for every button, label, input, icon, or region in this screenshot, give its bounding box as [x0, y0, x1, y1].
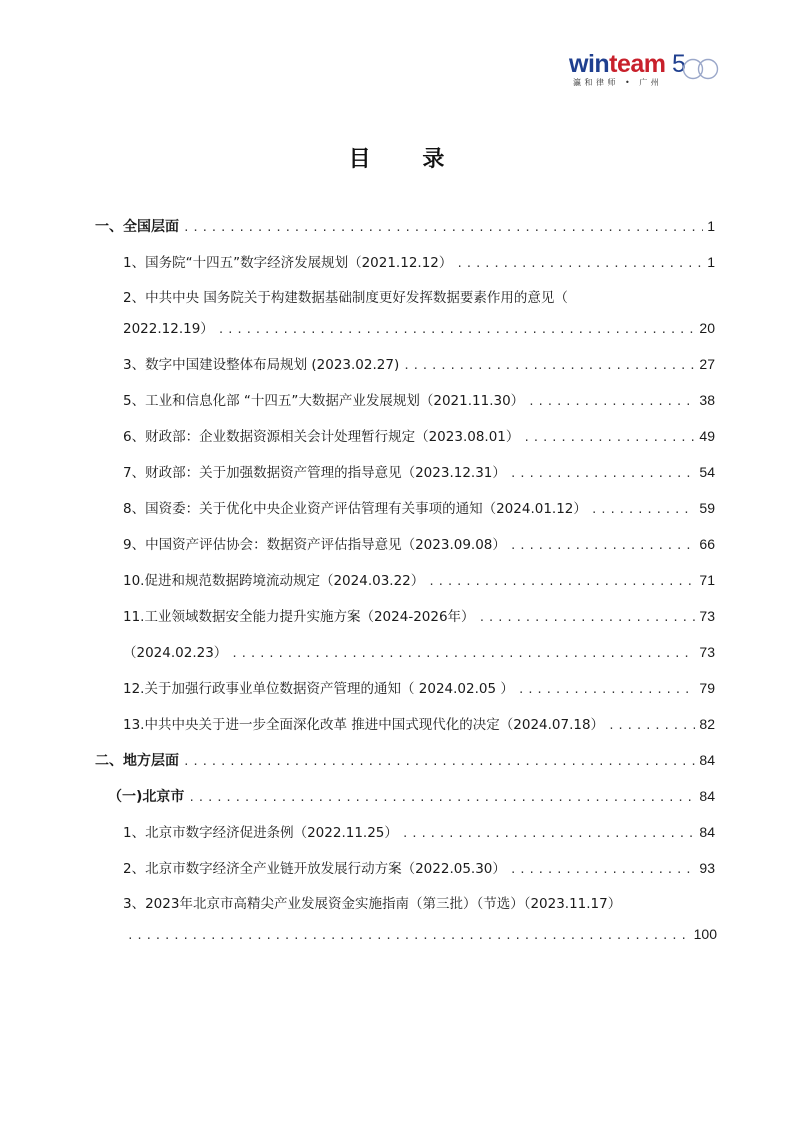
- leader-dots: [402, 822, 696, 846]
- leader-dots: [510, 462, 696, 486]
- leader-dots: [188, 786, 695, 810]
- page-title: 目 录: [348, 147, 467, 172]
- leader-dots: [183, 750, 695, 774]
- toc-entry-11-date[interactable]: （2024.02.23） ..... 73: [123, 640, 715, 664]
- toc-entry-beijing-2[interactable]: 2、北京市数字经济全产业链开放发展行动方案（2022.05.30） ..... 93: [123, 856, 715, 880]
- toc-entry-6[interactable]: 6、财政部：企业数据资源相关会计处理暂行规定（2023.08.01） ..... 49: [123, 424, 715, 448]
- toc-entry-1[interactable]: 1、国务院“十四五”数字经济发展规划（2021.12.12） ..... 1: [123, 250, 715, 274]
- leader-dots: [183, 216, 703, 240]
- toc-entry-5[interactable]: 5、工业和信息化部 “十四五”大数据产业发展规划（2021.11.30） ..... 38: [123, 388, 715, 412]
- toc-entry-7[interactable]: 7、财政部：关于加强数据资产管理的指导意见（2023.12.31） ..... 54: [123, 460, 715, 484]
- leader-dots: [456, 252, 703, 276]
- leader-dots: [403, 354, 695, 378]
- leader-dots: [218, 318, 696, 342]
- toc-section-national[interactable]: 一、全国层面 ..... 1: [95, 214, 715, 238]
- leader-dots: [510, 858, 696, 882]
- toc-entry-11[interactable]: 11.工业领域数据安全能力提升实施方案（2024-2026年） ..... 73: [123, 604, 715, 628]
- toc-entry-beijing-3-line1[interactable]: 3、2023年北京市高精尖产业发展资金实施指南（第三批）（节选）（2023.11.17）: [123, 896, 622, 912]
- toc-entry-beijing-1[interactable]: 1、北京市数字经济促进条例（2022.11.25） ..... 84: [123, 820, 715, 844]
- leader-dots: [518, 678, 696, 702]
- logo-wordmark: winteam: [569, 50, 666, 78]
- leader-dots: [231, 642, 695, 666]
- toc-entry-13[interactable]: 13.中共中央关于进一步全面深化改革 推进中国式现代化的决定（2024.07.18） ..... 82: [123, 712, 715, 736]
- leader-dots: [528, 390, 695, 414]
- toc-entry-12[interactable]: 12.关于加强行政事业单位数据资产管理的通知（ 2024.02.05 ） ..... 79: [123, 676, 715, 700]
- leader-dots: [523, 426, 695, 450]
- leader-dots: [510, 534, 696, 558]
- logo-number: 5: [672, 50, 686, 78]
- leader-dots: [428, 570, 695, 594]
- leader-dots: [479, 606, 696, 630]
- logo-subtitle: 瀛和律师 • 广州: [573, 78, 663, 87]
- winteam-logo: [569, 50, 721, 90]
- toc-section-local[interactable]: 二、地方层面 ..... 84: [95, 748, 715, 772]
- toc-entry-8[interactable]: 8、国资委：关于优化中央企业资产评估管理有关事项的通知（2024.01.12） ..... 59: [123, 496, 715, 520]
- toc-entry-2-line1[interactable]: 2、中共中央 国务院关于构建数据基础制度更好发挥数据要素作用的意见（: [123, 290, 568, 306]
- toc-entry-9[interactable]: 9、中国资产评估协会：数据资产评估指导意见（2023.09.08） ..... 66: [123, 532, 715, 556]
- toc-subsection-beijing[interactable]: （一)北京市 ..... 84: [108, 784, 715, 808]
- toc-entry-10[interactable]: 10.促进和规范数据跨境流动规定（2024.03.22） ..... 71: [123, 568, 715, 592]
- leader-dots: [591, 498, 696, 522]
- logo-rings-icon: [681, 57, 721, 81]
- leader-dots: [608, 714, 695, 738]
- toc-entry-beijing-3-line2[interactable]: ..... 100: [127, 922, 717, 946]
- leader-dots: [127, 924, 690, 948]
- toc-entry-3[interactable]: 3、数字中国建设整体布局规划 (2023.02.27) ..... 27: [123, 352, 715, 376]
- toc-entry-2-line2[interactable]: 2022.12.19） ..... 20: [123, 316, 715, 340]
